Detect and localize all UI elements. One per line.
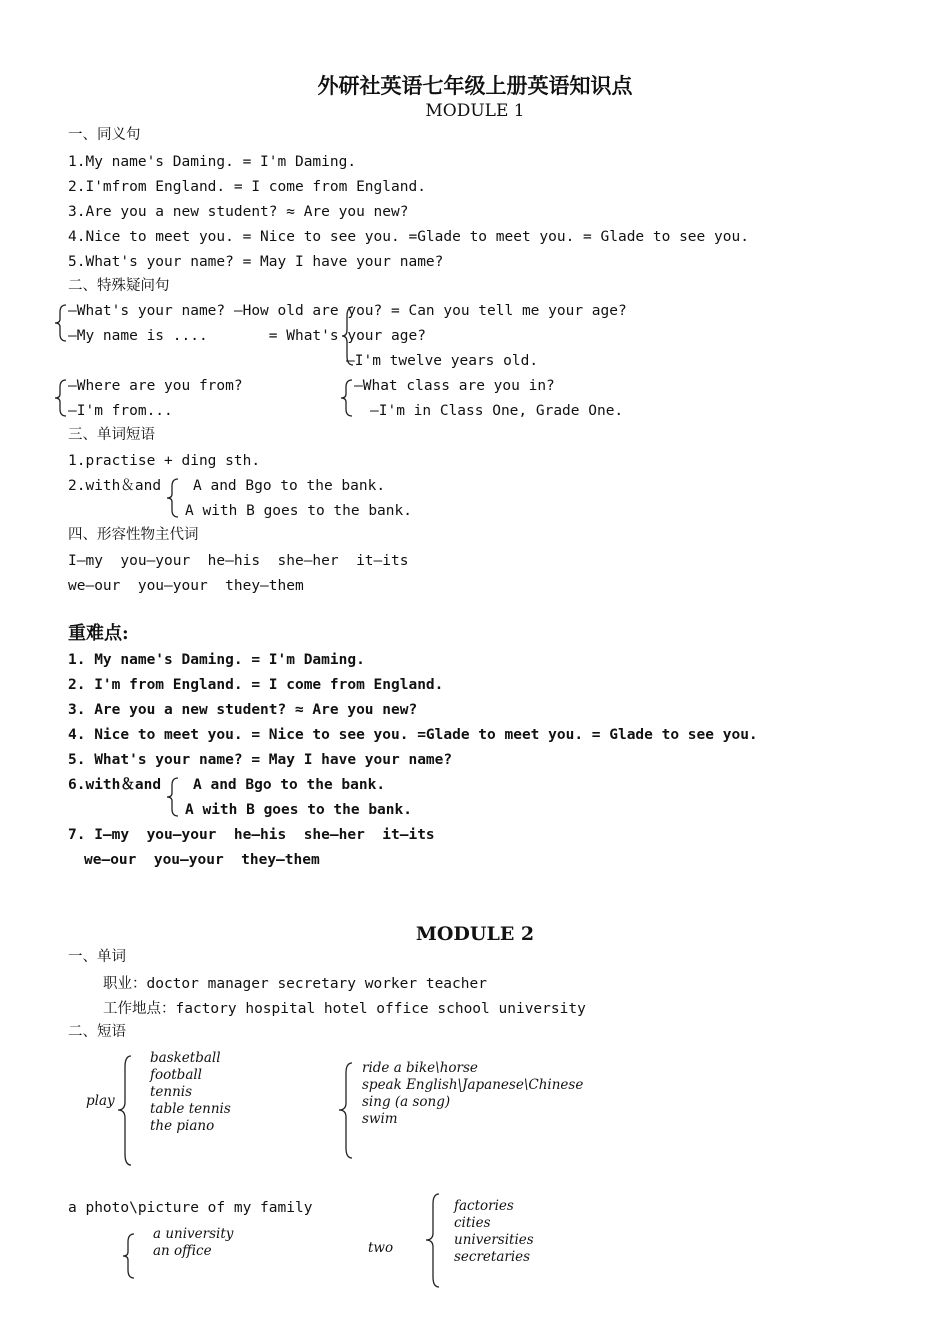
section-heading: 二、短语 [68, 1024, 126, 1040]
section-heading: 二、特殊疑问句 [68, 278, 170, 294]
key-points-heading: 重难点: [68, 623, 129, 644]
question-line: —Where are you from? [68, 378, 243, 394]
verb-phrase: ride a bike\horse [362, 1060, 478, 1076]
section-heading: 三、单词短语 [68, 427, 155, 443]
brace-icon [54, 379, 68, 417]
module-2-heading: MODULE 2 [415, 923, 535, 945]
pronoun-line: we—our you—your they—them [68, 578, 304, 594]
brace-icon [166, 777, 180, 817]
play-item: tennis [150, 1084, 193, 1100]
phrase-line: 2.with＆and [68, 478, 162, 494]
brace-icon [166, 478, 180, 518]
play-label: play [86, 1093, 115, 1109]
pronoun-line: I—my you—your he—his she—her it—its [68, 553, 409, 569]
play-item: table tennis [150, 1101, 231, 1117]
play-item: basketball [150, 1050, 221, 1066]
verb-phrase: swim [362, 1111, 398, 1127]
key-point: 3. Are you a new student? ≈ Are you new? [68, 702, 418, 718]
example-sentence: A with B goes to the bank. [185, 503, 412, 519]
verb-phrase: sing (a song) [362, 1094, 451, 1110]
synonym-sentence: 2.I'mfrom England. = I come from England. [68, 179, 426, 195]
key-point: 5. What's your name? = May I have your name? [68, 752, 453, 768]
key-point: 7. I—my you—your he—his she—her it—its [68, 827, 435, 843]
example-sentence: A and Bgo to the bank. [193, 478, 386, 494]
verb-phrase: speak English\Japanese\Chinese [362, 1077, 584, 1093]
synonym-sentence: 4.Nice to meet you. = Nice to see you. =Glade to meet you. = Glade to see you. [68, 229, 749, 245]
phrase-line: 1.practise + ding sth. [68, 453, 261, 469]
synonym-sentence: 3.Are you a new student? ≈ Are you new? [68, 204, 409, 220]
plural-noun: universities [454, 1232, 534, 1248]
brace-icon [122, 1233, 136, 1279]
answer-line: —I'm twelve years old. [346, 353, 539, 369]
answer-line: —I'm in Class One, Grade One. [370, 403, 624, 419]
synonym-sentence: 1.My name's Daming. = I'm Daming. [68, 154, 357, 170]
article-example: an office [153, 1243, 212, 1259]
phrase-line: a photo\picture of my family [68, 1200, 313, 1216]
key-point: 2. I'm from England. = I come from England. [68, 677, 444, 693]
plural-noun: factories [454, 1198, 514, 1214]
play-item: the piano [150, 1118, 215, 1134]
key-point: 4. Nice to meet you. = Nice to see you. =Glade to meet you. = Glade to see you. [68, 727, 758, 743]
article-example: a university [153, 1226, 234, 1242]
section-heading: 一、单词 [68, 949, 126, 965]
section-heading: 一、同义句 [68, 127, 141, 143]
question-line: —What's your name? —How old are you? = Can you tell me your age? [68, 303, 627, 319]
section-heading: 四、形容性物主代词 [68, 527, 199, 543]
page-title: 外研社英语七年级上册英语知识点 [317, 73, 633, 98]
brace-icon [54, 304, 68, 342]
synonym-sentence: 5.What's your name? = May I have your name? [68, 254, 444, 270]
key-point: we—our you—your they—them [84, 852, 320, 868]
question-line: —What class are you in? [354, 378, 555, 394]
plural-noun: cities [454, 1215, 491, 1231]
two-label: two [368, 1240, 394, 1256]
brace-icon [338, 1062, 354, 1160]
brace-icon [340, 379, 354, 417]
brace-icon [425, 1193, 441, 1289]
plural-noun: secretaries [454, 1249, 531, 1265]
brace-icon [117, 1055, 133, 1167]
example-sentence: A with B goes to the bank. [185, 802, 412, 818]
key-point: 6.with＆and [68, 777, 162, 793]
play-item: football [150, 1067, 203, 1083]
vocab-line: 职业：doctor manager secretary worker teacher [103, 976, 487, 992]
question-line: —My name is .... = What's your age? [68, 328, 426, 344]
answer-line: —I'm from... [68, 403, 173, 419]
key-point: 1. My name's Daming. = I'm Daming. [68, 652, 365, 668]
example-sentence: A and Bgo to the bank. [193, 777, 386, 793]
vocab-line: 工作地点：factory hospital hotel office school university [103, 1001, 586, 1017]
module-1-heading: MODULE 1 [425, 101, 525, 121]
